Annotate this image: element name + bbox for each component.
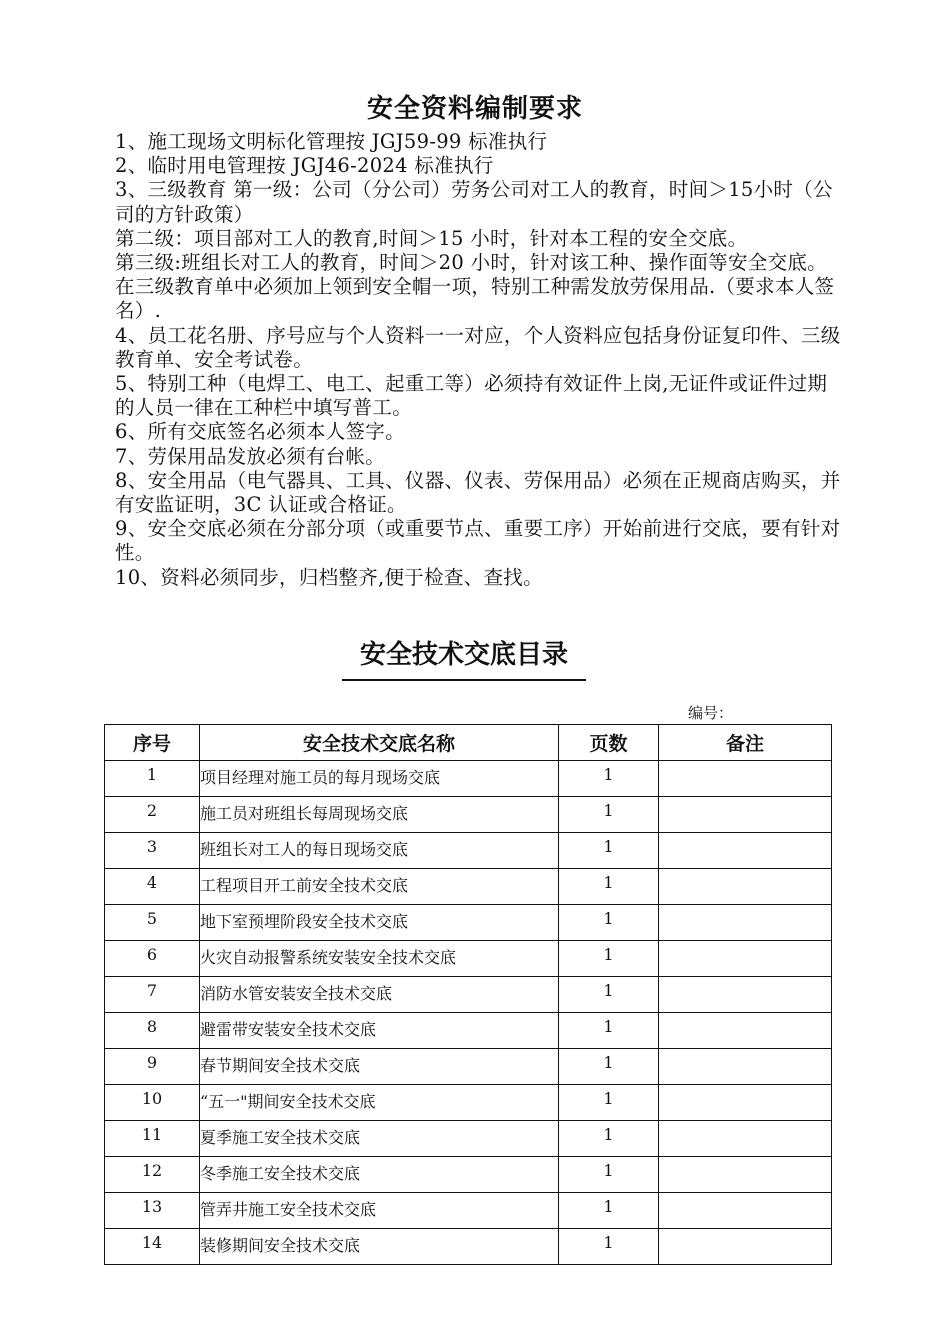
requirement-item: 6、所有交底签名必须本人签字。 (115, 420, 405, 444)
toc-title: 安全技术交底目录 (342, 634, 586, 681)
row-number: 2 (105, 797, 200, 833)
header-number: 序号 (105, 725, 200, 761)
row-name: 装修期间安全技术交底 (200, 1229, 559, 1265)
row-note (659, 761, 832, 797)
requirement-item: 4、员工花名册、序号应与个人资料一一对应，个人资料应包括身份证复印件、三级教育单、安全考试卷。 (115, 323, 841, 371)
row-note (659, 941, 832, 977)
requirement-item: 3、三级教育 第一级：公司（分公司）劳务公司对工人的教育，时间＞15小时（公司的方针政策） (115, 178, 833, 226)
table-row (105, 905, 832, 941)
row-number: 5 (105, 905, 200, 941)
row-pages: 1 (559, 1229, 659, 1265)
row-number: 14 (105, 1229, 200, 1265)
row-number: 12 (105, 1157, 200, 1193)
row-number: 7 (105, 977, 200, 1013)
row-name: 春节期间安全技术交底 (200, 1049, 559, 1085)
row-pages: 1 (559, 1049, 659, 1085)
table-row (105, 869, 832, 905)
header-pages: 页数 (559, 725, 659, 761)
row-name: 管弄井施工安全技术交底 (200, 1193, 559, 1229)
row-pages: 1 (559, 797, 659, 833)
row-pages: 1 (559, 761, 659, 797)
header-note: 备注 (659, 725, 832, 761)
row-note (659, 977, 832, 1013)
row-number: 13 (105, 1193, 200, 1229)
row-name: 避雷带安装安全技术交底 (200, 1013, 559, 1049)
requirement-item: 在三级教育单中必须加上领到安全帽一项，特别工种需发放劳保用品.（要求本人签名）. (115, 275, 835, 323)
document-title: 安全资料编制要求 (366, 94, 583, 124)
row-number: 11 (105, 1121, 200, 1157)
requirements-list (115, 130, 841, 590)
row-name: 地下室预埋阶段安全技术交底 (200, 905, 559, 941)
requirement-item: 7、劳保用品发放必须有台帐。 (115, 444, 386, 468)
table-row (105, 941, 832, 977)
table-row (105, 797, 832, 833)
table-row (105, 1157, 832, 1193)
row-pages: 1 (559, 833, 659, 869)
row-number: 10 (105, 1085, 200, 1121)
document-number-label: 编号： (688, 704, 734, 722)
row-number: 3 (105, 833, 200, 869)
table-row (105, 1049, 832, 1085)
row-note (659, 869, 832, 905)
requirement-item: 5、特别工种（电焊工、电工、起重工等）必须持有效证件上岗,无证件或证件过期的人员一律在工种栏中填写普工。 (115, 372, 828, 420)
row-name: 项目经理对施工员的每月现场交底 (200, 761, 559, 797)
header-name: 安全技术交底名称 (200, 725, 559, 761)
row-name: 施工员对班组长每周现场交底 (200, 797, 559, 833)
table-row (105, 1085, 832, 1121)
row-name: 班组长对工人的每日现场交底 (200, 833, 559, 869)
toc-table (104, 724, 832, 1265)
row-pages: 1 (559, 1121, 659, 1157)
row-name: 夏季施工安全技术交底 (200, 1121, 559, 1157)
row-number: 6 (105, 941, 200, 977)
row-note (659, 1049, 832, 1085)
table-row (105, 1229, 832, 1265)
row-number: 1 (105, 761, 200, 797)
row-note (659, 833, 832, 869)
row-note (659, 1085, 832, 1121)
row-number: 4 (105, 869, 200, 905)
table-row (105, 1013, 832, 1049)
requirement-item: 第三级:班组长对工人的教育，时间＞20 小时，针对该工种、操作面等安全交底。 (115, 251, 827, 275)
row-name: 消防水管安装安全技术交底 (200, 977, 559, 1013)
row-number: 9 (105, 1049, 200, 1085)
requirement-item: 10、资料必须同步，归档整齐,便于检查、查找。 (115, 565, 543, 589)
row-name: “五一"期间安全技术交底 (200, 1085, 559, 1121)
row-note (659, 1229, 832, 1265)
row-note (659, 797, 832, 833)
row-name: 工程项目开工前安全技术交底 (200, 869, 559, 905)
row-name: 冬季施工安全技术交底 (200, 1157, 559, 1193)
row-note (659, 1121, 832, 1157)
row-name: 火灾自动报警系统安装安全技术交底 (200, 941, 559, 977)
row-pages: 1 (559, 905, 659, 941)
table-row (105, 761, 832, 797)
row-pages: 1 (559, 941, 659, 977)
requirement-item: 8、安全用品（电气器具、工具、仪器、仪表、劳保用品）必须在正规商店购买，并有安监证明，3C 认证或合格证。 (115, 468, 841, 517)
table-row (105, 833, 832, 869)
row-number: 8 (105, 1013, 200, 1049)
table-header-row (105, 725, 832, 761)
row-pages: 1 (559, 1157, 659, 1193)
row-pages: 1 (559, 1013, 659, 1049)
row-note (659, 905, 832, 941)
row-pages: 1 (559, 869, 659, 905)
requirement-item: 9、安全交底必须在分部分项（或重要节点、重要工序）开始前进行交底，要有针对性。 (115, 517, 841, 565)
row-pages: 1 (559, 1193, 659, 1229)
row-pages: 1 (559, 1085, 659, 1121)
requirement-item: 1、施工现场文明标化管理按 JGJ59-99 标准执行 (115, 130, 548, 153)
table-row (105, 1121, 832, 1157)
table-row (105, 1193, 832, 1229)
row-pages: 1 (559, 977, 659, 1013)
table-row (105, 977, 832, 1013)
row-note (659, 1013, 832, 1049)
row-note (659, 1193, 832, 1229)
requirement-item: 第二级：项目部对工人的教育,时间＞15 小时，针对本工程的安全交底。 (115, 226, 748, 250)
row-note (659, 1157, 832, 1193)
requirement-item: 2、临时用电管理按 JGJ46-2024 标准执行 (115, 154, 494, 178)
